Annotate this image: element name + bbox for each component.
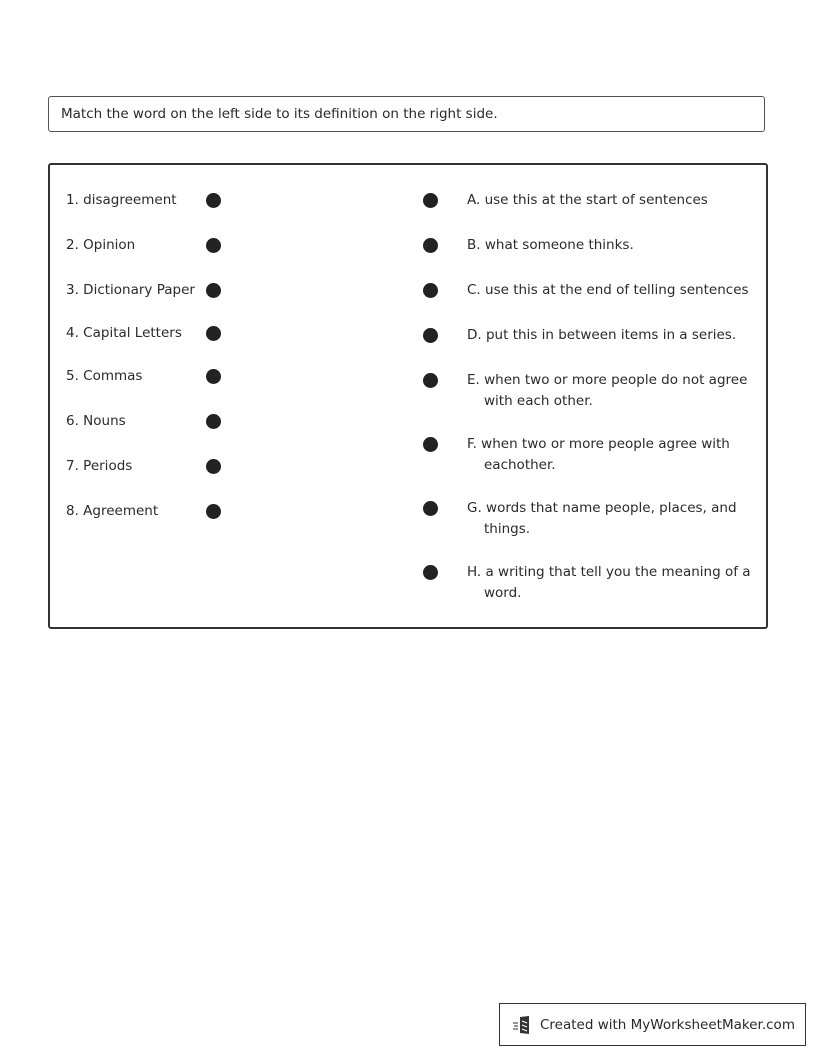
match-dot[interactable] xyxy=(423,565,438,580)
word-column xyxy=(66,190,436,546)
word-label: 5. Commas xyxy=(66,368,143,384)
match-dot[interactable] xyxy=(206,504,221,519)
word-item xyxy=(66,235,436,256)
word-item xyxy=(66,280,436,301)
match-dot[interactable] xyxy=(206,369,221,384)
match-dot[interactable] xyxy=(423,238,438,253)
definition-item xyxy=(420,325,760,346)
match-dot[interactable] xyxy=(423,283,438,298)
word-item xyxy=(66,501,436,522)
definition-label: A. use this at the start of sentences xyxy=(467,192,708,208)
definition-label: D. put this in between items in a series. xyxy=(467,327,737,343)
definition-item xyxy=(420,235,760,256)
word-label: 7. Periods xyxy=(66,458,133,474)
word-item xyxy=(66,323,436,344)
definition-label: F. when two or more people agree with eachother. xyxy=(467,436,730,473)
match-dot[interactable] xyxy=(206,326,221,341)
definition-item xyxy=(420,370,760,412)
match-dot[interactable] xyxy=(423,373,438,388)
match-dot[interactable] xyxy=(206,459,221,474)
word-label: 3. Dictionary Paper xyxy=(66,282,195,298)
word-item xyxy=(66,366,436,387)
definition-label: B. what someone thinks. xyxy=(467,237,634,253)
footer-credit xyxy=(499,1003,806,1046)
definition-label: G. words that name people, places, and things. xyxy=(467,500,737,537)
definition-item xyxy=(420,562,760,604)
match-dot[interactable] xyxy=(423,437,438,452)
footer-text: Created with MyWorksheetMaker.com xyxy=(540,1016,795,1033)
definition-label: H. a writing that tell you the meaning of a word. xyxy=(467,564,751,601)
definition-item xyxy=(420,280,760,301)
word-item xyxy=(66,456,436,477)
instructions: Match the word on the left side to its definition on the right side. xyxy=(48,96,765,132)
word-item xyxy=(66,190,436,211)
worksheet-logo-icon xyxy=(512,1014,534,1036)
match-dot[interactable] xyxy=(423,501,438,516)
definition-item xyxy=(420,190,760,211)
definition-item xyxy=(420,498,760,540)
word-label: 2. Opinion xyxy=(66,237,136,253)
definition-item xyxy=(420,434,760,476)
match-dot[interactable] xyxy=(206,193,221,208)
word-label: 6. Nouns xyxy=(66,413,126,429)
matching-box xyxy=(48,163,768,629)
word-label: 1. disagreement xyxy=(66,192,177,208)
definition-label: E. when two or more people do not agree with each other. xyxy=(467,372,748,409)
word-label: 4. Capital Letters xyxy=(66,325,182,341)
word-item xyxy=(66,411,436,432)
definition-column xyxy=(420,190,760,626)
match-dot[interactable] xyxy=(206,414,221,429)
match-dot[interactable] xyxy=(423,193,438,208)
definition-label: C. use this at the end of telling sentences xyxy=(467,282,749,298)
match-dot[interactable] xyxy=(206,283,221,298)
match-dot[interactable] xyxy=(206,238,221,253)
word-label: 8. Agreement xyxy=(66,503,159,519)
match-dot[interactable] xyxy=(423,328,438,343)
